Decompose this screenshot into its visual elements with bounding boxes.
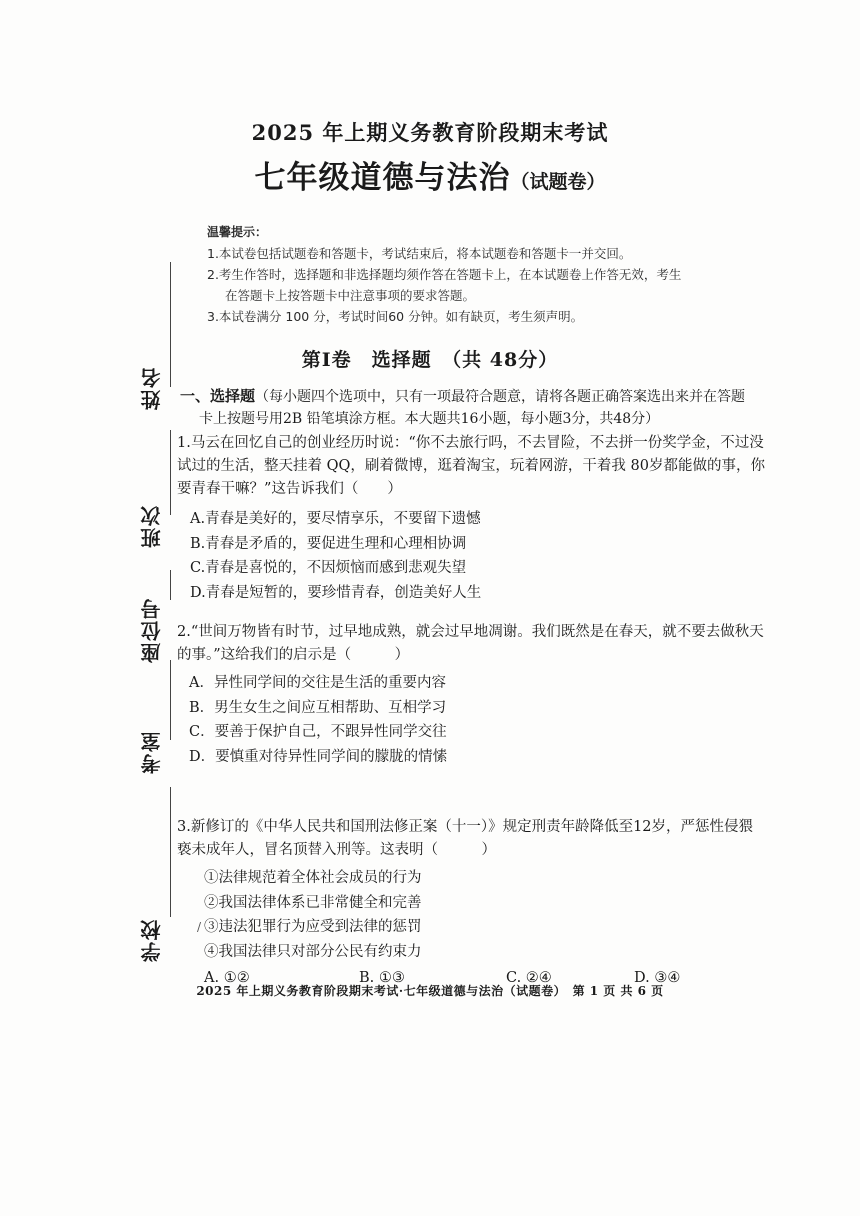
question-1-stem-1: 1.马云在回忆自己的创业经历时说：“你不去旅行吗，不去冒险，不去拼一份奖学金，不过没 xyxy=(177,435,764,451)
question-3-choice-a: A. ①② xyxy=(204,970,250,986)
margin-line-school xyxy=(170,787,171,917)
question-3-choice-c: C. ②④ xyxy=(506,970,552,986)
question-2-option-c: C．要善于保护自己，不跟异性同学交往 xyxy=(189,724,447,740)
question-3 xyxy=(177,816,802,990)
question-1-option-c: C.青春是喜悦的，不因烦恼而感到悲观失望 xyxy=(190,560,467,576)
question-2-option-d: D．要慎重对待异性同学间的朦胧的情愫 xyxy=(189,748,448,765)
question-2-stem-2: 的事。”这给我们的启示是（ ） xyxy=(177,647,410,663)
question-1-option-d: D.青春是短暂的，要珍惜青春，创造美好人生 xyxy=(190,584,482,601)
margin-label-name: 姓名 xyxy=(140,366,164,410)
exam-title-sub: （试题卷） xyxy=(510,171,606,193)
question-1 xyxy=(177,432,802,605)
stray-pen-mark: / xyxy=(197,920,202,934)
margin-label-seat: 座位号 xyxy=(140,597,164,663)
margin-label-class: 班次 xyxy=(140,504,164,548)
section-title: 第Ⅰ卷 选择题 （共 48分） xyxy=(301,349,559,371)
question-3-choice-b: B. ①③ xyxy=(359,970,405,986)
notice-title: 温馨提示： xyxy=(207,225,268,239)
question-3-item-2: ②我国法律体系已非常健全和完善 xyxy=(204,894,422,911)
exam-title xyxy=(0,152,860,197)
question-2-stem-1: 2.“世间万物皆有时节，过早地成熟，就会过早地凋谢。我们既然是在春天，就不要去做秋天 xyxy=(177,624,764,640)
question-3-stem-2: 亵未成年人，冒名顶替入刑等。这表明（ ） xyxy=(177,842,496,858)
question-3-item-1: ①法律规范着全体社会成员的行为 xyxy=(204,870,422,886)
notice-item-2: 2.考生作答时，选择题和非选择题均须作答在答题卡上，在本试题卷上作答无效，考生 xyxy=(207,267,682,282)
question-3-stem-1: 3.新修订的《中华人民共和国刑法修正案（十一）》规定刑责年龄降低至12岁，严惩性侵猥 xyxy=(177,819,754,835)
question-1-option-a: A.青春是美好的，要尽情享乐，不要留下遗憾 xyxy=(190,511,481,527)
question-1-stem-2: 试过的生活，整天挂着 QQ，刷着微博，逛着淘宝，玩着网游，干着我 80岁都能做的事，你 xyxy=(177,458,765,474)
notice-item-3: 3.本试卷满分 100 分，考试时间60 分钟。如有缺页，考生须声明。 xyxy=(207,309,584,324)
notice-block xyxy=(207,222,807,327)
margin-label-room: 考室 xyxy=(140,730,164,774)
page-footer: 2025 年上期义务教育阶段期末考试·七年级道德与法治（试题卷） 第 1 页 共 6 页 xyxy=(196,984,664,998)
question-2 xyxy=(177,621,802,769)
question-3-item-4: ④我国法律只对部分公民有约束力 xyxy=(204,943,422,960)
exam-title-main: 七年级道德与法治 xyxy=(254,160,511,196)
question-1-option-b: B.青春是矛盾的，要促进生理和心理相协调 xyxy=(190,535,467,552)
question-1-stem-3: 要青春干嘛？”这告诉我们（ ） xyxy=(177,481,402,497)
margin-line-seat xyxy=(170,570,171,600)
margin-label-school: 学校 xyxy=(140,918,164,962)
part-one-instructions xyxy=(180,385,795,430)
margin-line-class xyxy=(170,430,171,515)
exam-header: 2025 年上期义务教育阶段期末考试 xyxy=(251,120,609,145)
part-one-instruction-1: （每小题四个选项中，只有一项最符合题意，请将各题正确答案选出来并在答题 xyxy=(255,389,746,405)
question-2-option-a: A．异性同学间的交往是生活的重要内容 xyxy=(189,675,446,691)
question-3-item-3: ③违法犯罪行为应受到法律的惩罚 xyxy=(204,919,422,935)
margin-line-name xyxy=(170,262,171,387)
notice-item-2-cont: 在答题卡上按答题卡中注意事项的要求答题。 xyxy=(225,288,476,303)
part-one-label: 一、选择题 xyxy=(180,387,256,405)
part-one-instruction-2: 卡上按题号用2B 铅笔填涂方框。本大题共16小题，每小题3分，共48分） xyxy=(199,411,660,427)
notice-item-1: 1.本试卷包括试题卷和答题卡，考试结束后，将本试题卷和答题卡一并交回。 xyxy=(207,246,632,261)
question-2-option-b: B．男生女生之间应互相帮助、互相学习 xyxy=(189,699,447,716)
margin-line-room xyxy=(170,660,171,740)
question-3-choice-d: D. ③④ xyxy=(634,970,681,986)
